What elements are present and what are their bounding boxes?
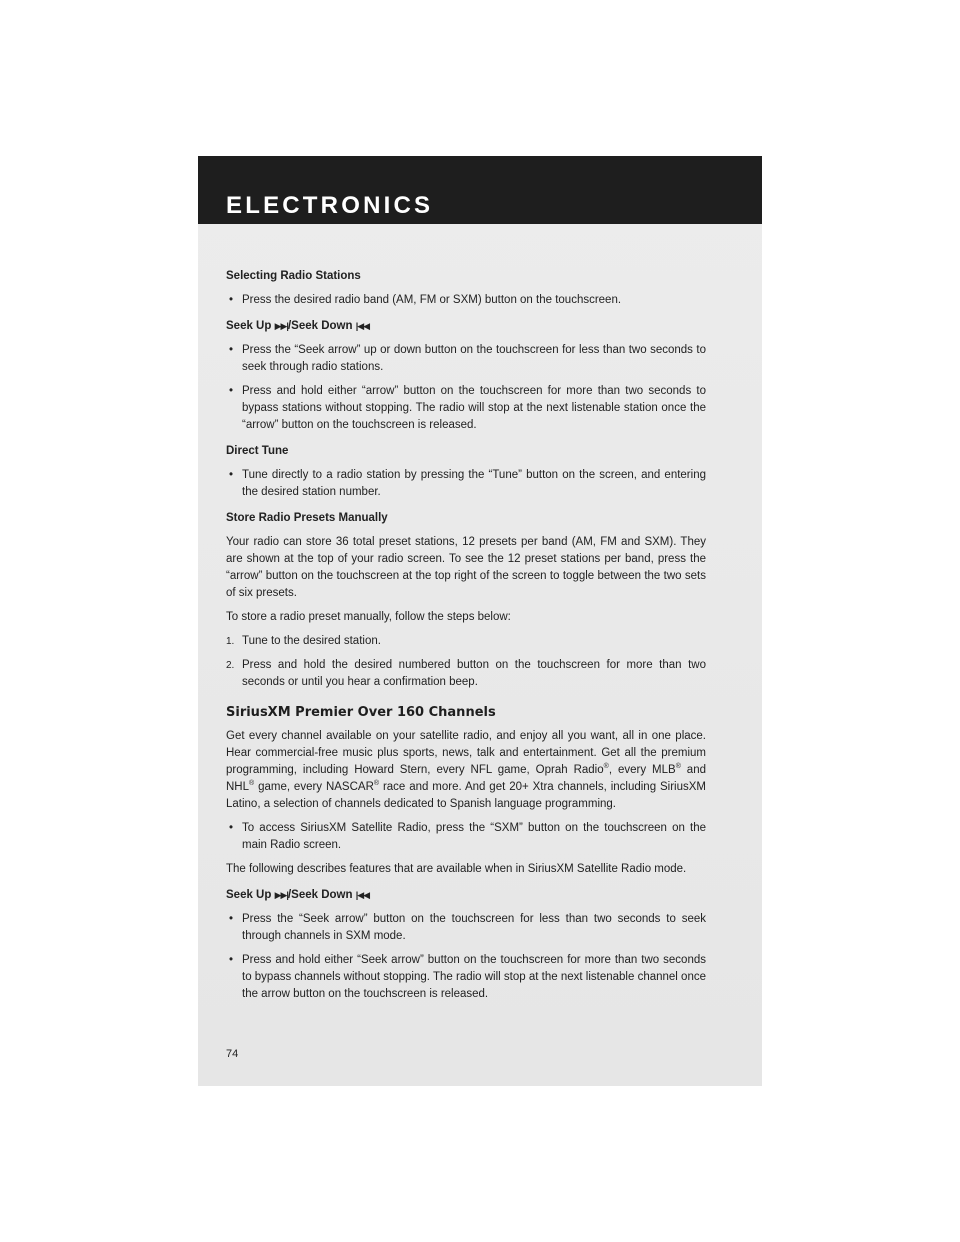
paragraph: To store a radio preset manually, follow the steps below: [226, 611, 511, 623]
text-run: , every MLB [608, 764, 676, 776]
numbered-step [226, 657, 706, 691]
heading-store-presets: Store Radio Presets Manually [226, 512, 388, 524]
text-run: race and more. And get 20+ Xtra channels, including SiriusXM Latino, a selection of channels dedicated to Spanish language programming. [226, 781, 706, 810]
registered-mark: ® [675, 763, 681, 771]
registered-mark: ® [373, 780, 380, 788]
registered-mark: ® [249, 780, 255, 788]
paragraph: The following describes features that are available when in SiriusXM Satellite Radio mode. [226, 863, 687, 875]
bullet-text: Press the “Seek arrow” up or down button on the touchscreen for less than two seconds to seek through radio stations. [242, 344, 706, 373]
bullet-icon: • [229, 344, 234, 356]
text-run: and NHL [226, 764, 706, 793]
bullet-item [226, 952, 706, 1003]
manual-page [198, 156, 762, 1086]
step-text: Press and hold the desired numbered button on the touchscreen for more than two seconds or until you hear a confirmation beep. [242, 659, 706, 688]
seek-up-icon: ▶▶| [274, 321, 288, 331]
seek-up-label: Seek Up [226, 889, 272, 901]
seek-down-icon: |◀◀ [355, 890, 370, 900]
bullet-icon: • [229, 954, 234, 966]
paragraph [226, 728, 706, 813]
seek-down-label: /Seek Down [287, 320, 353, 332]
bullet-item [226, 342, 706, 376]
bullet-item [226, 292, 706, 309]
bullet-icon: • [229, 294, 234, 306]
seek-up-icon: ▶▶| [274, 890, 288, 900]
bullet-text: Press the desired radio band (AM, FM or SXM) button on the touchscreen. [242, 294, 622, 306]
heading-siriusxm: SiriusXM Premier Over 160 Channels [226, 705, 496, 720]
text-run: Get every channel available on your satellite radio, and enjoy all you want, all in one place. Hear commercial-free music plus sports, news, talk and entertainment. Get all the premium programming, including Howard Stern, every NFL game, Oprah Radio [226, 730, 706, 776]
bullet-icon: • [229, 469, 234, 481]
bullet-text: Press and hold either “arrow” button on the touchscreen for more than two seconds to bypass stations without stopping. The radio will stop at the next listenable station once the “arrow” button on the touchscreen is released. [242, 385, 706, 431]
bullet-text: Press the “Seek arrow” button on the touchscreen for less than two seconds to seek through channels in SXM mode. [242, 913, 706, 942]
section-title: ELECTRONICS [226, 192, 434, 219]
paragraph: Your radio can store 36 total preset stations, 12 presets per band (AM, FM and SXM). They are shown at the top of your radio screen. To see the 12 preset stations per band, press the “arrow” button on the touchscreen at the top right of the screen to toggle between the two sets of six presets. [226, 536, 706, 599]
page-content [226, 268, 706, 1003]
step-text: Tune to the desired station. [242, 635, 381, 647]
bullet-icon: • [229, 913, 234, 925]
seek-down-icon: |◀◀ [355, 321, 370, 331]
bullet-item [226, 467, 706, 501]
bullet-icon: • [229, 385, 234, 397]
heading-seek [226, 318, 706, 335]
seek-up-label: Seek Up [226, 320, 272, 332]
bullet-text: Tune directly to a radio station by pressing the “Tune” button on the screen, and entering the desired station number. [242, 469, 706, 498]
numbered-step [226, 633, 706, 650]
heading-seek [226, 887, 706, 904]
step-number: 1. [226, 636, 235, 647]
step-number: 2. [226, 660, 235, 671]
registered-mark: ® [603, 763, 609, 771]
seek-down-label: /Seek Down [287, 889, 353, 901]
bullet-text: To access SiriusXM Satellite Radio, press the “SXM” button on the touchscreen on the main Radio screen. [242, 822, 706, 851]
bullet-item [226, 820, 706, 854]
bullet-icon: • [229, 822, 234, 834]
bullet-item [226, 911, 706, 945]
heading-selecting-radio-stations: Selecting Radio Stations [226, 270, 361, 282]
section-header [198, 156, 762, 224]
text-run: game, every NASCAR [254, 781, 374, 793]
bullet-text: Press and hold either “Seek arrow” button on the touchscreen for more than two seconds to bypass channels without stopping. The radio will stop at the next listenable channel once the arrow button on the touchscreen is released. [242, 954, 706, 1000]
heading-direct-tune: Direct Tune [226, 445, 289, 457]
page-number: 74 [226, 1048, 239, 1060]
bullet-item [226, 383, 706, 434]
